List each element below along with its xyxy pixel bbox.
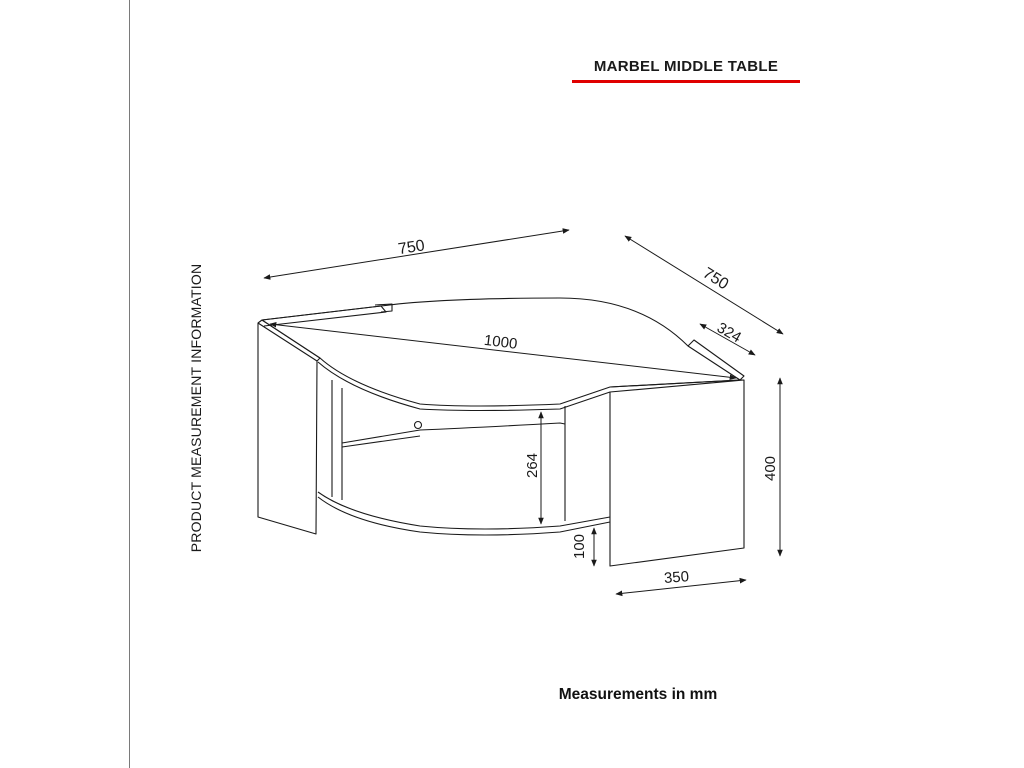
dim-leg-width-label: 350 xyxy=(663,568,690,587)
dim-top-width-label: 750 xyxy=(396,237,426,259)
side-label: PRODUCT MEASUREMENT INFORMATION xyxy=(188,263,204,553)
dim-shelf-depth-label: 324 xyxy=(713,319,745,347)
dim-diagonal-label: 1000 xyxy=(483,331,519,353)
bottom-shelf-back xyxy=(318,497,610,535)
dim-total-height-label: 400 xyxy=(762,455,779,481)
dim-inner-height-label: 264 xyxy=(524,452,541,478)
dim-right-depth-label: 750 xyxy=(699,264,732,294)
middle-shelf xyxy=(342,423,565,443)
dim-leg-clearance-label: 100 xyxy=(571,533,588,559)
measurement-unit-note: Measurements in mm xyxy=(558,686,718,703)
shelf-knob xyxy=(415,422,422,429)
left-leg-panel xyxy=(258,323,317,534)
right-leg-panel xyxy=(610,380,744,566)
page-title: MARBEL MIDDLE TABLE xyxy=(593,58,779,75)
bottom-shelf-front xyxy=(318,492,610,529)
